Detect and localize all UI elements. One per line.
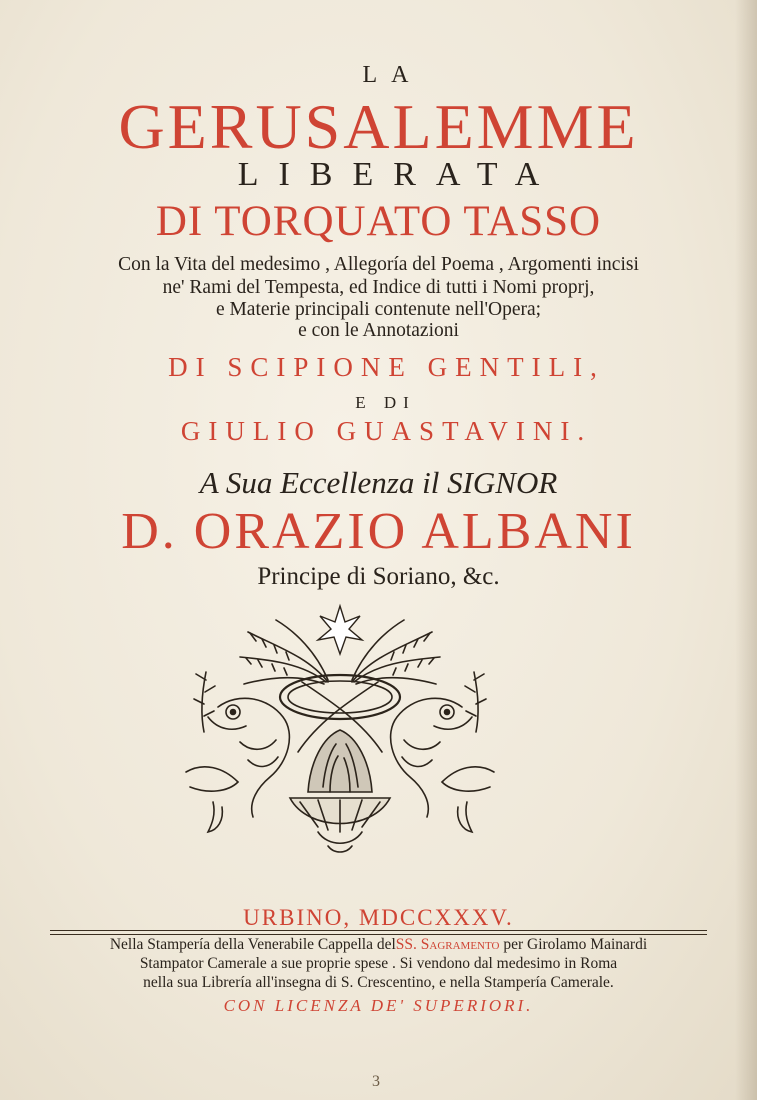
imprint-rule <box>50 930 707 931</box>
imprint-line-2: Stampator Camerale a sue proprie spese . Si vendono dal medesimo in Roma <box>139 955 618 972</box>
subtitle-line: e Materie principali contenute nell'Opera; <box>215 299 542 320</box>
place-and-date: URBINO, MDCCXXXV. <box>243 905 514 930</box>
dedicatee-name: D. ORAZIO ALBANI <box>121 503 636 560</box>
main-title: GERUSALEMME <box>118 91 639 162</box>
imprint-text: Nella Stampería della Venerabile Cappella del <box>109 936 396 953</box>
imprint-text: per Girolamo Mainardi <box>499 936 648 953</box>
page-mark: 3 <box>372 1073 380 1090</box>
imprint-sagramento: SS. Sagramento <box>395 936 500 953</box>
printers-device-ornament-icon <box>178 602 502 858</box>
commentator-guastavini: GIULIO GUASTAVINI. <box>180 416 593 446</box>
imprint-rule <box>50 934 707 935</box>
imprint-line-1 <box>0 936 757 954</box>
subtitle-line: Con la Vita del medesimo , Allegoría del Poema , Argomenti incisi <box>118 254 639 275</box>
title-article: LA <box>362 62 423 88</box>
dedicatee-title: Principe di Soriano, &c. <box>257 563 500 590</box>
title-liberata: LIBERATA <box>237 156 560 193</box>
license-line: CON LICENZA DE' SUPERIORI. <box>223 996 534 1015</box>
author-line: DI TORQUATO TASSO <box>155 198 602 245</box>
subtitle-line: ne' Rami del Tempesta, ed Indice di tutti i Nomi proprj, <box>162 277 595 298</box>
dedication-line: A Sua Eccellenza il SIGNOR <box>199 465 558 500</box>
subtitle-line: e con le Annotazioni <box>298 320 459 341</box>
imprint-line-3: nella sua Librería all'insegna di S. Crescentino, e nella Stampería Camerale. <box>143 974 614 991</box>
commentator-gentili: DI SCIPIONE GENTILI, <box>168 352 605 382</box>
conjunction: E DI <box>355 393 416 412</box>
